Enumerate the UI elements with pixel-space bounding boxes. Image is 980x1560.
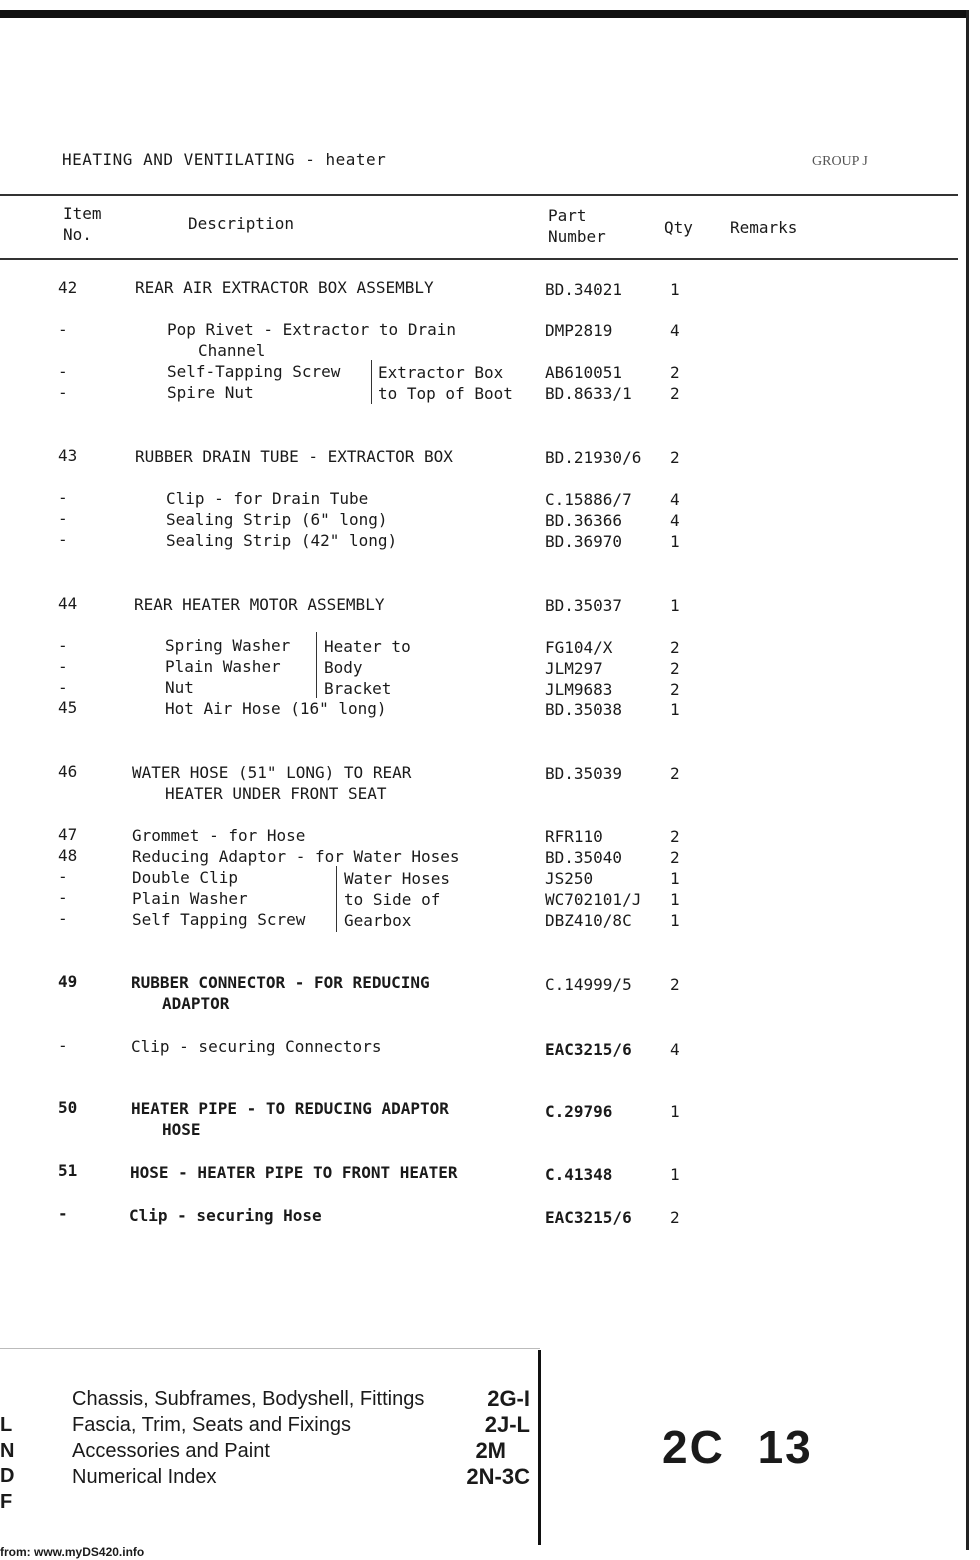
row-description: Sealing Strip (6" long)	[166, 510, 388, 529]
row-qty: 2	[670, 638, 680, 657]
footer-divider	[0, 1348, 540, 1349]
row-qty: 2	[670, 764, 680, 783]
col-header-part-line2: Number	[548, 227, 606, 246]
row-description: Reducing Adaptor - for Water Hoses	[132, 847, 460, 866]
row-item: -	[58, 657, 68, 676]
row-part: BD.8633/1	[545, 384, 632, 403]
col-header-remarks: Remarks	[730, 218, 798, 237]
row-part: BD.35039	[545, 764, 623, 783]
row-part: BD.34021	[545, 280, 623, 299]
row-item: -	[58, 320, 68, 339]
row-qty: 4	[670, 490, 680, 509]
row-description: Plain Washer	[165, 657, 281, 676]
index-code: 2N-3C	[466, 1464, 530, 1489]
row-item: -	[58, 530, 68, 549]
row-part: WC702101/J	[545, 890, 642, 909]
row-part: EAC3215/6	[545, 1208, 632, 1227]
row-item: -	[58, 1204, 68, 1223]
row-qty: 4	[670, 321, 680, 340]
row-item: 45	[58, 698, 78, 717]
row-qty: 1	[670, 596, 680, 615]
row-item: 44	[58, 594, 78, 613]
row-note: Body	[324, 658, 363, 677]
index-label: Fascia, Trim, Seats and Fixings	[72, 1414, 351, 1436]
top-border	[0, 10, 968, 18]
row-qty: 1	[670, 532, 680, 551]
col-header-item-line1: Item	[63, 204, 102, 223]
row-qty: 1	[670, 869, 680, 888]
row-part: RFR110	[545, 827, 603, 846]
row-item: 43	[58, 446, 78, 465]
row-part: BD.35038	[545, 700, 623, 719]
col-header-item	[63, 203, 102, 245]
row-qty: 4	[670, 511, 680, 530]
row-qty: 2	[670, 848, 680, 867]
row-item: 50	[58, 1098, 78, 1117]
row-item: 48	[58, 846, 78, 865]
row-part: C.29796	[545, 1102, 613, 1121]
col-header-item-line2: No.	[63, 225, 92, 244]
side-letter: D	[0, 1465, 15, 1487]
row-part: FG104/X	[545, 638, 613, 657]
row-qty: 2	[670, 680, 680, 699]
index-label: Numerical Index	[72, 1466, 217, 1488]
footer-vertical-rule	[538, 1350, 541, 1545]
row-description: Clip - securing Connectors	[131, 1037, 382, 1056]
row-part: C.14999/5	[545, 975, 632, 994]
row-part: BD.36366	[545, 511, 623, 530]
row-item: -	[58, 509, 68, 528]
row-description: HOSE	[162, 1120, 201, 1139]
index-label: Chassis, Subframes, Bodyshell, Fittings	[72, 1388, 425, 1410]
side-letter: F	[0, 1491, 13, 1513]
row-description: Nut	[165, 678, 194, 697]
row-description: Clip - securing Hose	[129, 1206, 322, 1225]
row-item: 49	[58, 972, 78, 991]
row-note: Bracket	[324, 679, 392, 698]
row-qty: 2	[670, 975, 680, 994]
row-item: -	[58, 636, 68, 655]
row-description: Spring Washer	[165, 636, 291, 655]
row-qty: 1	[670, 890, 680, 909]
group-bracket	[336, 866, 337, 932]
row-qty: 2	[670, 384, 680, 403]
row-part: C.41348	[545, 1165, 613, 1184]
row-note: Heater to	[324, 637, 411, 656]
row-description: Plain Washer	[132, 889, 248, 908]
row-qty: 2	[670, 827, 680, 846]
row-description: RUBBER DRAIN TUBE - EXTRACTOR BOX	[135, 447, 453, 466]
row-note: Water Hoses	[344, 869, 450, 888]
row-item: -	[58, 678, 68, 697]
row-description: Pop Rivet - Extractor to Drain	[167, 320, 456, 339]
row-item: -	[58, 1036, 68, 1055]
row-part: BD.35040	[545, 848, 623, 867]
row-description: REAR HEATER MOTOR ASSEMBLY	[134, 595, 385, 614]
row-description: Channel	[198, 341, 266, 360]
index-code: 2G-I	[487, 1386, 530, 1411]
header-rule-bottom	[0, 258, 958, 260]
row-qty: 4	[670, 1040, 680, 1059]
row-description: Clip - for Drain Tube	[166, 489, 369, 508]
row-qty: 1	[670, 911, 680, 930]
row-part: BD.36970	[545, 532, 623, 551]
row-item: 42	[58, 278, 78, 297]
row-note: Gearbox	[344, 911, 412, 930]
row-note: to Side of	[344, 890, 441, 909]
row-part: JS250	[545, 869, 594, 888]
row-item: -	[58, 888, 68, 907]
row-qty: 2	[670, 448, 680, 467]
row-qty: 1	[670, 1165, 680, 1184]
row-description: Sealing Strip (42" long)	[166, 531, 398, 550]
page-title: HEATING AND VENTILATING - heater	[62, 150, 387, 169]
row-note: to Top of Boot	[378, 384, 513, 403]
row-note: Extractor Box	[378, 363, 504, 382]
row-part: EAC3215/6	[545, 1040, 632, 1059]
row-part: C.15886/7	[545, 490, 632, 509]
row-qty: 1	[670, 1102, 680, 1121]
row-part: BD.21930/6	[545, 448, 642, 467]
index-code: 2M	[475, 1438, 506, 1463]
row-qty: 2	[670, 1208, 680, 1227]
row-item: 51	[58, 1161, 78, 1180]
row-part: JLM9683	[545, 680, 613, 699]
row-description: Self Tapping Screw	[132, 910, 306, 929]
row-item: -	[58, 362, 68, 381]
row-item: -	[58, 488, 68, 507]
right-border	[966, 10, 969, 1550]
row-description: Double Clip	[132, 868, 238, 887]
col-header-qty: Qty	[664, 218, 693, 237]
row-description: Self-Tapping Screw	[167, 362, 341, 381]
row-part: BD.35037	[545, 596, 623, 615]
row-item: 46	[58, 762, 78, 781]
row-item: -	[58, 383, 68, 402]
group-bracket	[316, 632, 317, 698]
row-qty: 2	[670, 363, 680, 382]
row-item: -	[58, 909, 68, 928]
row-description: ADAPTOR	[162, 994, 230, 1013]
source-credit: from: www.myDS420.info	[0, 1545, 145, 1559]
row-description: Grommet - for Hose	[132, 826, 306, 845]
row-item: -	[58, 867, 68, 886]
row-item: 47	[58, 825, 78, 844]
group-bracket	[371, 360, 372, 404]
row-description: HOSE - HEATER PIPE TO FRONT HEATER	[130, 1163, 458, 1182]
row-qty: 1	[670, 280, 680, 299]
row-qty: 2	[670, 659, 680, 678]
row-description: WATER HOSE (51" LONG) TO REAR	[132, 763, 412, 782]
index-label: Accessories and Paint	[72, 1440, 270, 1462]
col-header-part-line1: Part	[548, 206, 587, 225]
group-label: GROUP J	[812, 154, 868, 169]
row-description: HEATER PIPE - TO REDUCING ADAPTOR	[131, 1099, 449, 1118]
col-header-description: Description	[188, 214, 294, 233]
row-description: REAR AIR EXTRACTOR BOX ASSEMBLY	[135, 278, 434, 297]
side-letter: L	[0, 1414, 13, 1436]
row-part: DMP2819	[545, 321, 613, 340]
row-description: Spire Nut	[167, 383, 254, 402]
row-part: JLM297	[545, 659, 603, 678]
col-header-part	[548, 205, 606, 247]
row-description: RUBBER CONNECTOR - FOR REDUCING	[131, 973, 430, 992]
index-code: 2J-L	[484, 1412, 530, 1437]
row-part: DBZ410/8C	[545, 911, 632, 930]
row-part: AB610051	[545, 363, 623, 382]
page-number: 2C 13	[662, 1421, 813, 1473]
row-qty: 1	[670, 700, 680, 719]
row-description: Hot Air Hose (16" long)	[165, 699, 387, 718]
side-letter: N	[0, 1440, 15, 1462]
header-rule-top	[0, 194, 958, 196]
row-description: HEATER UNDER FRONT SEAT	[165, 784, 387, 803]
